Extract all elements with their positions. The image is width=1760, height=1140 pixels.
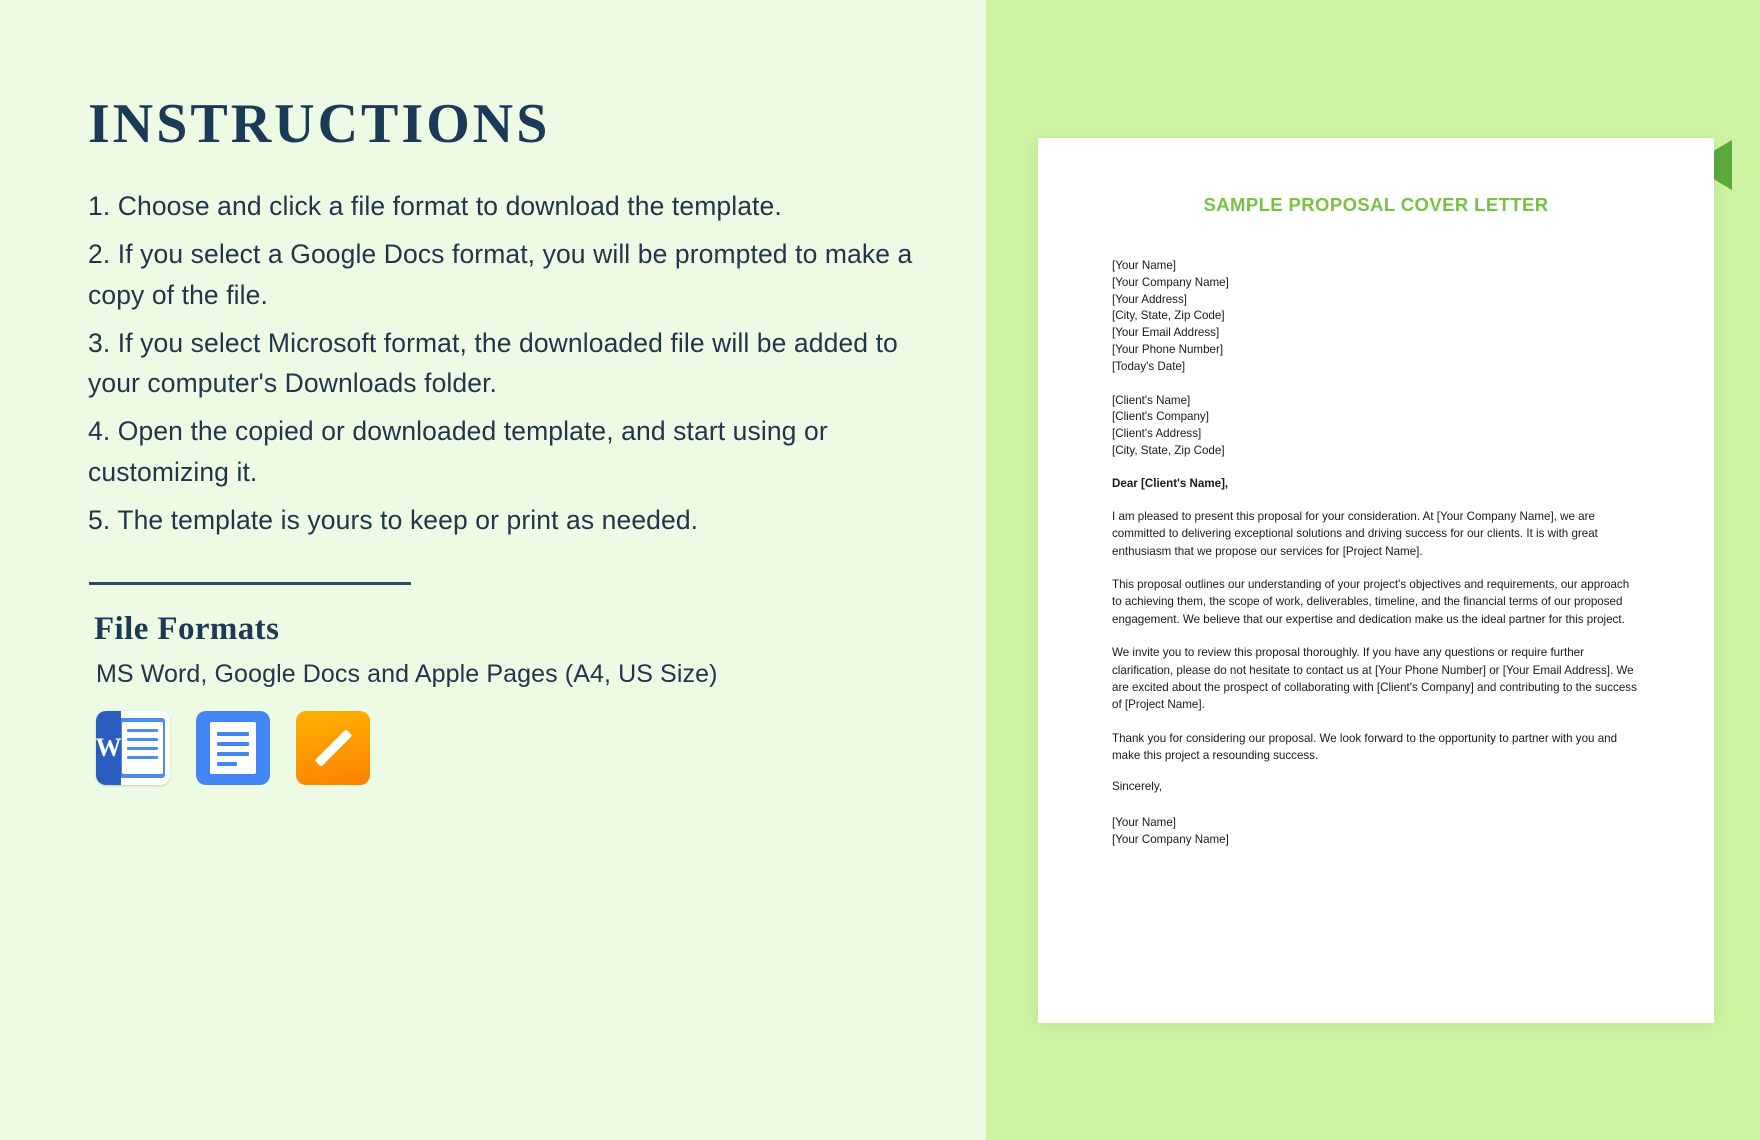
sender-address: [Your Address] — [1112, 292, 1187, 306]
sender-company: [Your Company Name] — [1112, 275, 1229, 289]
file-format-icons — [96, 711, 986, 785]
file-formats-heading: File Formats — [94, 611, 280, 648]
body-paragraph-1: I am pleased to present this proposal for your consideration. At [Your Company Name], we are committed to delivering exceptional solutions and driving success for our clients. It is with great enthusiasm that we propose our services for [Project Name]. — [1112, 509, 1598, 558]
section-divider — [89, 582, 411, 585]
sender-phone: [Your Phone Number] — [1112, 342, 1224, 356]
recipient-address-block — [1112, 393, 1640, 460]
closing-line: Sincerely, — [1112, 780, 1163, 794]
pages-pen-shape — [315, 729, 352, 766]
sender-email: [Your Email Address] — [1112, 326, 1220, 340]
docs-text-lines — [217, 732, 249, 772]
recipient-city: [City, State, Zip Code] — [1112, 443, 1225, 457]
instruction-steps — [88, 186, 986, 540]
body-paragraph-2: This proposal outlines our understanding of your project's objectives and requirements, our approach to achieving them, the scope of work, deliverables, timeline, and the financial terms of our proposed engagement. We believe that our expertise and dedication make us the ideal partner for this project. — [1112, 577, 1630, 626]
instruction-step-3: 3. If you select Microsoft format, the downloaded file will be added to your computer's Downloads folder. — [88, 327, 898, 399]
recipient-company: [Client's Company] — [1112, 410, 1209, 424]
body-paragraph-3: We invite you to review this proposal thoroughly. If you have any questions or require further clarification, please do not hesitate to contact us at [Your Phone Number] or [Your Email Address]. We are excited about the prospect of collaborating with [Client's Company] and contributing to the success of [Project Name]. — [1112, 646, 1637, 712]
sender-city: [City, State, Zip Code] — [1112, 309, 1225, 323]
sender-date: [Today's Date] — [1112, 359, 1186, 373]
page-title: INSTRUCTIONS — [88, 93, 551, 155]
signature-block — [1112, 815, 1640, 849]
salutation: Dear [Client's Name], — [1112, 476, 1229, 490]
recipient-address: [Client's Address] — [1112, 427, 1202, 441]
word-letter: W — [96, 733, 122, 763]
document-sheet[interactable] — [1038, 138, 1714, 1023]
word-text-lines — [127, 729, 158, 765]
instruction-step-4: 4. Open the copied or downloaded template, and start using or customizing it. — [88, 416, 828, 487]
recipient-name: [Client's Name] — [1112, 393, 1191, 407]
ms-word-icon[interactable] — [96, 711, 170, 785]
instruction-step-2: 2. If you select a Google Docs format, you will be prompted to make a copy of the file. — [88, 239, 913, 310]
file-formats-text: MS Word, Google Docs and Apple Pages (A4, US Size) — [96, 660, 718, 689]
google-docs-icon[interactable] — [196, 711, 270, 785]
signature-name: [Your Name] — [1112, 816, 1177, 830]
sender-name: [Your Name] — [1112, 259, 1177, 272]
signature-company: [Your Company Name] — [1112, 833, 1229, 847]
instruction-step-5: 5. The template is yours to keep or print as needed. — [88, 504, 699, 535]
sender-address-block — [1112, 258, 1640, 376]
apple-pages-icon[interactable] — [296, 711, 370, 785]
document-title: SAMPLE PROPOSAL COVER LETTER — [1203, 194, 1549, 215]
body-paragraph-4: Thank you for considering our proposal. We look forward to the opportunity to partner with you and make this project a resounding success. — [1112, 731, 1618, 763]
instruction-step-1: 1. Choose and click a file format to download the template. — [88, 191, 782, 221]
document-preview-panel — [986, 0, 1760, 1140]
